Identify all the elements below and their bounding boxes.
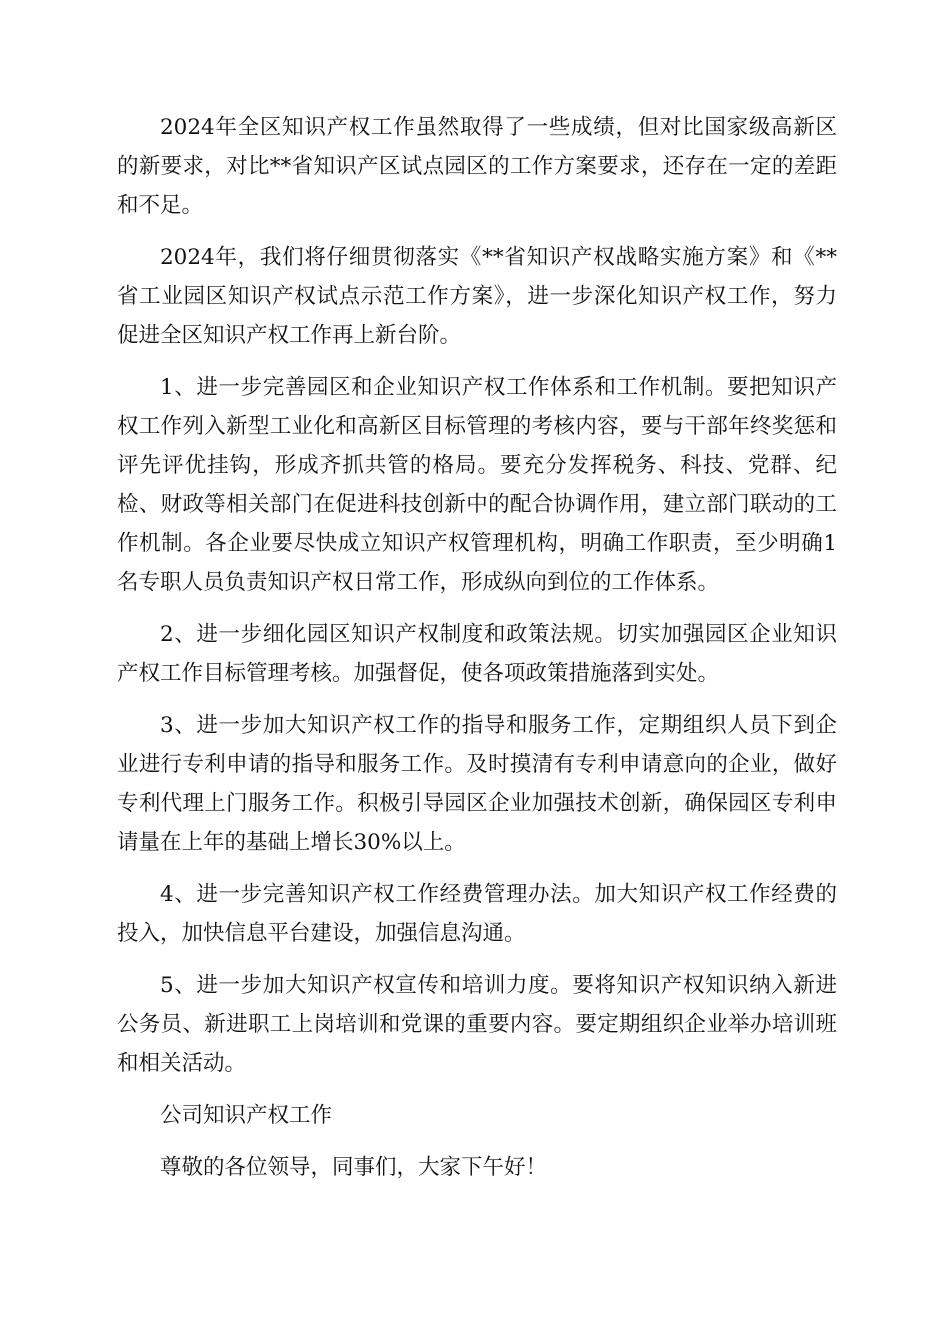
paragraph-item-2: 2、进一步细化园区知识产权制度和政策法规。切实加强园区企业知识产权工作目标管理考核。加强督促，使各项政策措施落到实处。 [117, 622, 837, 686]
paragraph-2024-plan: 2024年，我们将仔细贯彻落实《**省知识产权战略实施方案》和《**省工业园区知识产权试点示范工作方案》，进一步深化知识产权工作，努力促进全区知识产权工作再上新台阶。 [117, 245, 837, 348]
document-body [117, 108, 837, 1200]
paragraph-shortcomings: 2024年全区知识产权工作虽然取得了一些成绩，但对比国家级高新区的新要求，对比**省知识产区试点园区的工作方案要求，还存在一定的差距和不足。 [117, 115, 837, 218]
paragraph-item-5: 5、进一步加大知识产权宣传和培训力度。要将知识产权知识纳入新进公务员、新进职工上岗培训和党课的重要内容。要定期组织企业举办培训班和相关活动。 [117, 973, 837, 1076]
paragraph-item-4: 4、进一步完善知识产权工作经费管理办法。加大知识产权工作经费的投入，加快信息平台建设，加强信息沟通。 [117, 882, 837, 946]
greeting-line: 尊敬的各位领导，同事们，大家下午好！ [160, 1155, 548, 1180]
paragraph-item-1: 1、进一步完善园区和企业知识产权工作体系和工作机制。要把知识产权工作列入新型工业化和高新区目标管理的考核内容，要与干部年终奖惩和评先评优挂钩，形成齐抓共管的格局。要充分发挥税务、科技、党群、纪检、财政等相关部门在促进科技创新中的配合协调作用，建立部门联动的工作机制。各企业要尽快成立知识产权管理机构，明确工作职责，至少明确1名专职人员负责知识产权日常工作，形成纵向到位的工作体系。 [117, 375, 837, 595]
paragraph-item-3: 3、进一步加大知识产权工作的指导和服务工作，定期组织人员下到企业进行专利申请的指导和服务工作。及时摸清有专利申请意向的企业，做好专利代理上门服务工作。积极引导园区企业加强技术创新，确保园区专利申请量在上年的基础上增长30%以上。 [117, 713, 837, 855]
section-heading: 公司知识产权工作 [160, 1103, 333, 1128]
